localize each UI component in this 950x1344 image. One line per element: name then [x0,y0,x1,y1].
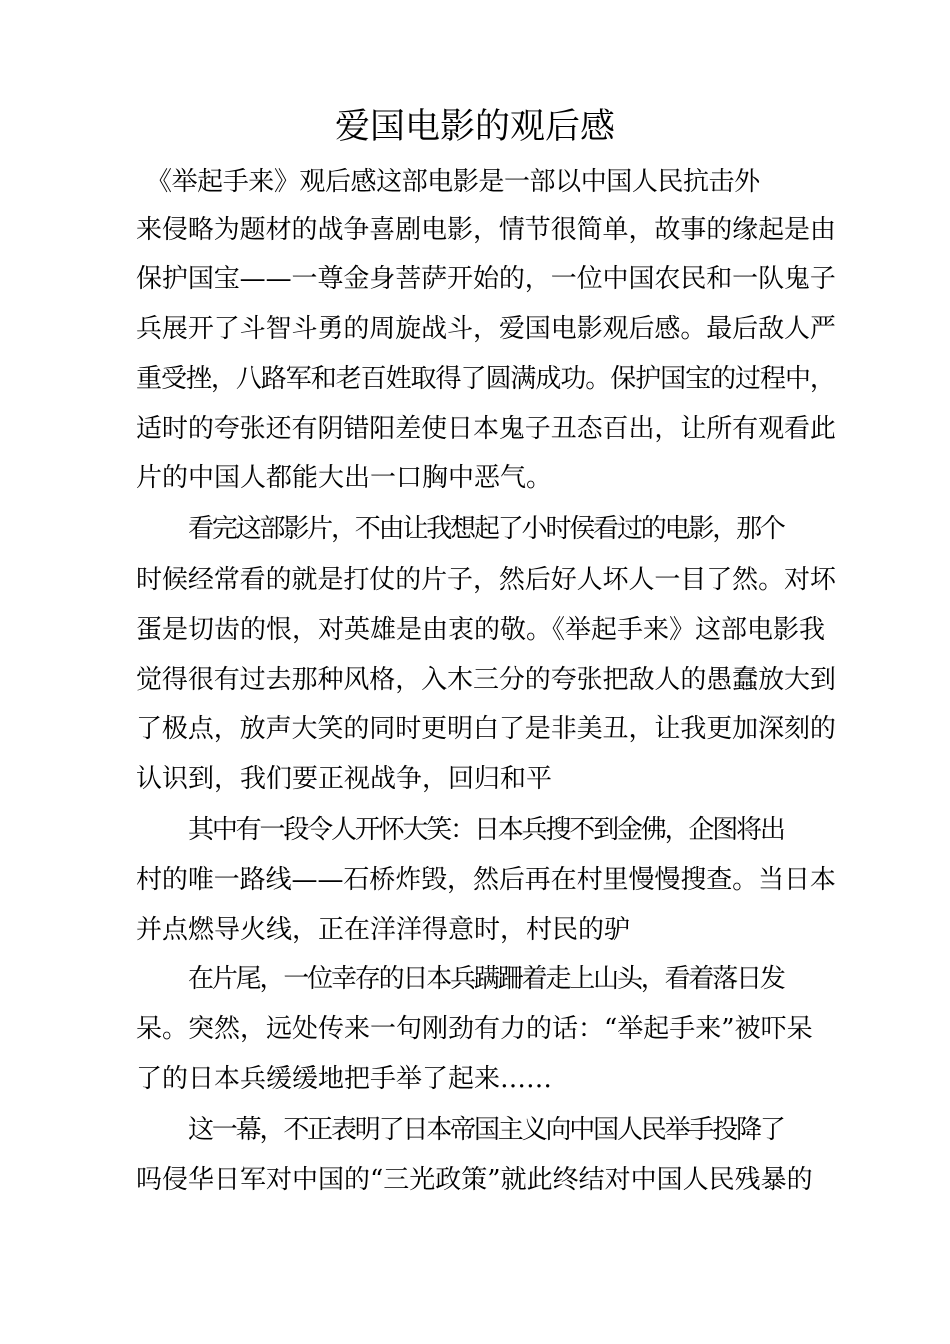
text-line: 来侵略为题材的战争喜剧电影，情节很简单，故事的缘起是由 [136,215,836,245]
text-line: 片的中国人都能大出一口胸中恶气。 [136,463,553,493]
text-line: 这一幕，不正表明了日本帝国主义向中国人民举手投降了 [188,1115,784,1145]
text-line: 兵展开了斗智斗勇的周旋战斗，爱国电影观后感。最后敌人严 [136,314,836,344]
text-line: 在片尾，一位幸存的日本兵蹒跚着走上山头，看着落日发 [188,964,784,994]
text-line: 吗侵华日军对中国的“三光政策”就此终结对中国人民残暴的 [136,1165,813,1195]
text-line: 重受挫，八路军和老百姓取得了圆满成功。保护国宝的过程中， [136,364,835,394]
text-line: 觉得很有过去那种风格，入木三分的夸张把敌人的愚蠢放大到 [136,665,836,695]
text-line: 《举起手来》观后感这部电影是一部以中国人民抗击外 [146,167,760,197]
text-line: 了极点，放声大笑的同时更明白了是非美丑，让我更加深刻的 [136,714,836,744]
text-line: 村的唯一路线——石桥炸毁，然后再在村里慢慢搜查。当日本 [136,865,836,895]
text-line: 呆。突然，远处传来一句刚劲有力的话：“举起手来”被吓呆 [136,1014,813,1044]
text-line: 适时的夸张还有阴错阳差使日本鬼子丑态百出，让所有观看此 [136,414,836,444]
text-line: 认识到，我们要正视战争，回归和平 [136,764,553,794]
text-line: 蛋是切齿的恨，对英雄是由衷的敬。《举起手来》这部电影我 [136,615,826,645]
text-line: 其中有一段令人开怀大笑：日本兵搜不到金佛，企图将出 [188,815,784,845]
text-line: 并点燃导火线，正在洋洋得意时，村民的驴 [136,915,631,945]
text-line: 看完这部影片，不由让我想起了小时侯看过的电影，那个 [188,514,784,544]
text-line: 保护国宝——一尊金身菩萨开始的，一位中国农民和一队鬼子 [136,264,836,294]
text-line: 时候经常看的就是打仗的片子，然后好人坏人一目了然。对坏 [136,565,836,595]
text-line: 了的日本兵缓缓地把手举了起来…… [136,1064,553,1094]
document-title: 爱国电影的观后感 [334,107,615,147]
